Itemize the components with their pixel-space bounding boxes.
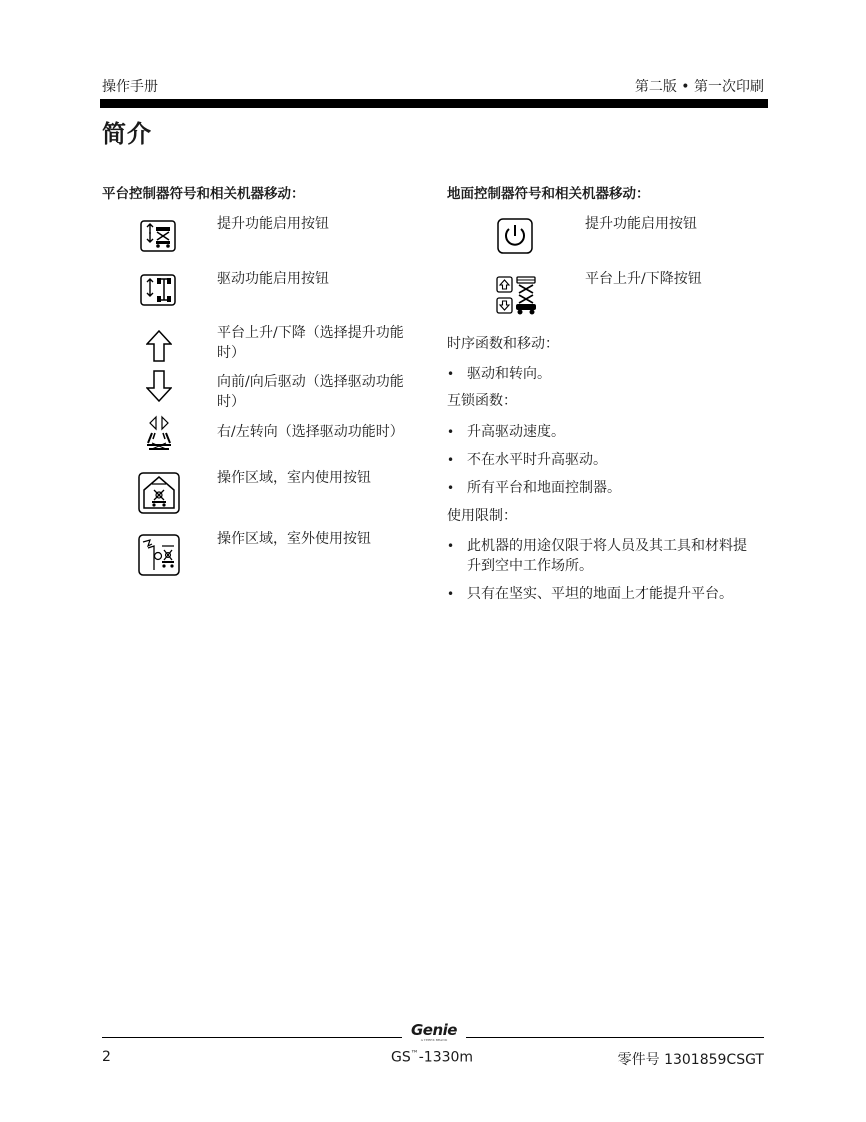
timing-label: 时序函数和移动：: [447, 336, 559, 352]
label-line: 时）: [217, 394, 245, 410]
ground-platform-up-down-label: 平台上升/下降按钮: [585, 271, 702, 287]
drive-enable-label: 驱动功能启用按钮: [217, 271, 329, 287]
arrow-up-icon: [146, 330, 172, 366]
steer-icon: [144, 415, 174, 457]
label-line: 向前/向后驱动（选择驱动功能: [217, 374, 404, 390]
logo-subtext: A TEREX BRAND: [420, 1038, 448, 1042]
interlock-label: 互锁函数：: [447, 393, 517, 409]
bullet-dot: •: [447, 481, 455, 495]
drive-forward-back-label: [217, 372, 427, 412]
lift-enable-label: 提升功能启用按钮: [217, 216, 329, 232]
list-item-text: 只有在坚实、平坦的地面上才能提升平台。: [467, 586, 733, 602]
header-manual-title: 操作手册: [102, 79, 158, 95]
platform-up-down-icon: [496, 274, 538, 320]
list-item: [447, 450, 777, 470]
genie-logo: [405, 1022, 463, 1042]
logo-wordmark: Genie: [411, 1021, 457, 1039]
list-item: [447, 536, 777, 576]
indoor-zone-icon: [138, 472, 180, 518]
list-item-text: 所有平台和地面控制器。: [467, 480, 621, 496]
footer-rule-right: [466, 1037, 764, 1038]
list-item: [447, 422, 777, 442]
bullet-dot: •: [447, 367, 455, 381]
model-suffix: -1330m: [418, 1049, 474, 1066]
header-edition: 第二版 • 第一次印刷: [634, 79, 764, 95]
left-section-heading: 平台控制器符号和相关机器移动：: [102, 186, 305, 202]
platform-up-down-label: [217, 323, 427, 363]
page-title: 简介: [102, 119, 152, 148]
outdoor-zone-icon: [138, 534, 180, 580]
text-line: 此机器的用途仅限于将人员及其工具和材料提: [467, 538, 747, 554]
right-section-heading: 地面控制器符号和相关机器移动：: [447, 186, 650, 202]
list-item: [447, 584, 777, 604]
list-item: [447, 478, 777, 498]
drive-enable-icon: [140, 274, 176, 310]
footer-rule-left: [102, 1037, 402, 1038]
text-line: 升到空中工作场所。: [467, 558, 593, 574]
model-name: [391, 1049, 473, 1066]
list-item-text: 驱动和转向。: [467, 366, 551, 382]
lift-enable-icon: [140, 220, 176, 256]
bullet-dot: •: [447, 425, 455, 439]
indoor-zone-label: 操作区域，室内使用按钮: [217, 470, 371, 486]
label-line: 时）: [217, 345, 245, 361]
list-item-text: [467, 536, 777, 576]
trademark: ™: [410, 1049, 419, 1058]
bullet-dot: •: [447, 587, 455, 601]
power-icon: [497, 218, 533, 258]
limits-label: 使用限制：: [447, 508, 517, 524]
ground-lift-enable-label: 提升功能启用按钮: [585, 216, 697, 232]
outdoor-zone-label: 操作区域，室外使用按钮: [217, 531, 371, 547]
header-rule: [100, 99, 768, 108]
arrow-down-icon: [146, 370, 172, 406]
model-prefix: GS: [391, 1049, 411, 1066]
list-item-text: 升高驱动速度。: [467, 424, 565, 440]
label-line: 平台上升/下降（选择提升功能: [217, 325, 404, 341]
steer-label: 右/左转向（选择驱动功能时）: [217, 424, 404, 440]
page-number: 2: [102, 1049, 111, 1065]
part-number: 零件号 1301859CSGT: [617, 1052, 764, 1068]
bullet-dot: •: [447, 539, 455, 553]
list-item: [447, 364, 777, 384]
list-item-text: 不在水平时升高驱动。: [467, 452, 607, 468]
bullet-dot: •: [447, 453, 455, 467]
